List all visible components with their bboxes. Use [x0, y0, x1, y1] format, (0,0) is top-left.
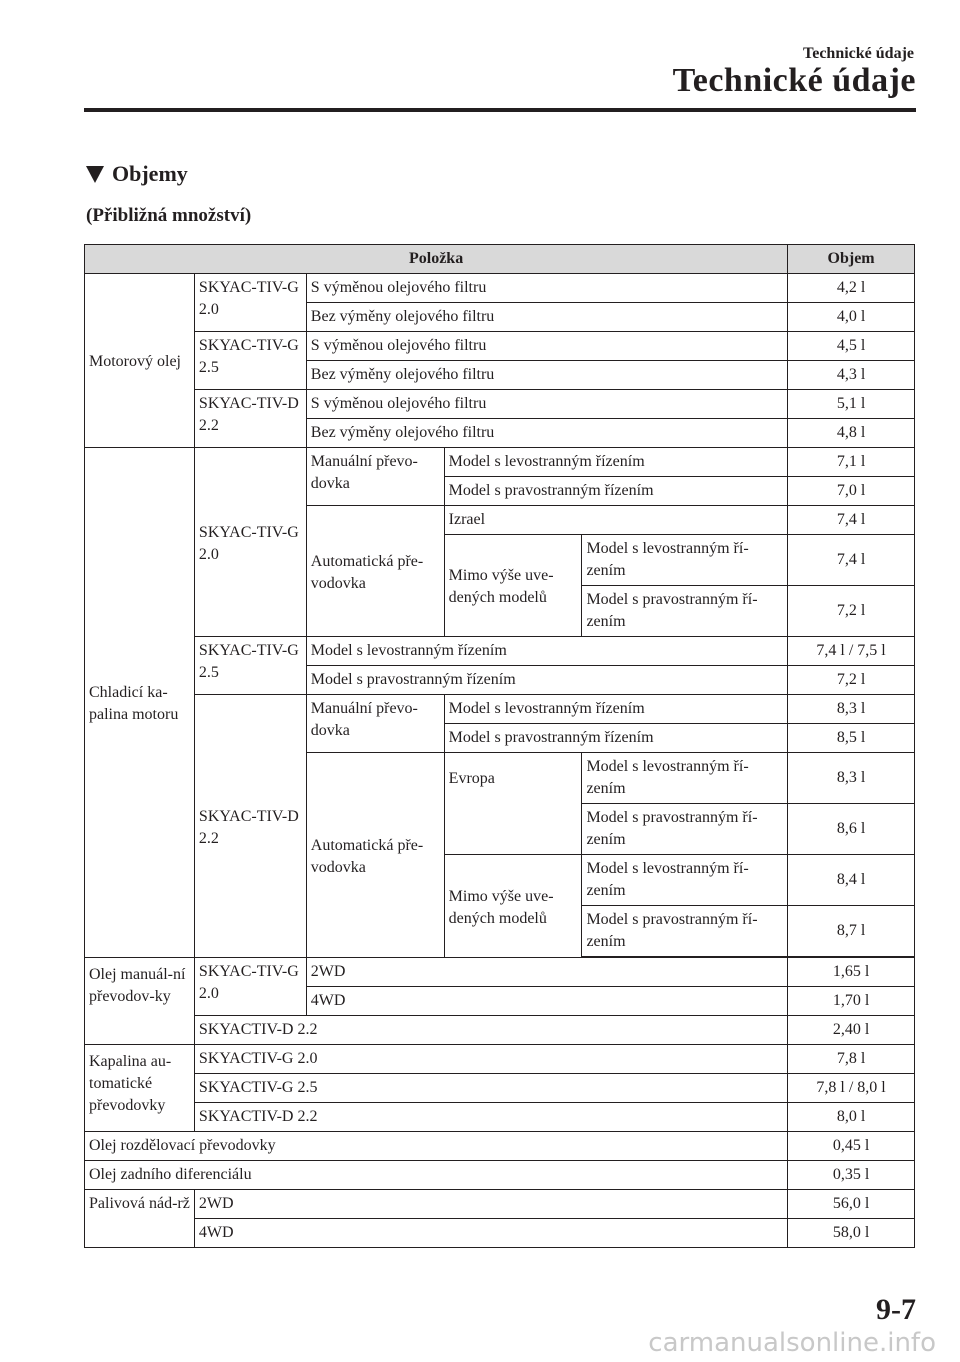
cell-engine: SKYACTIV-G 2.5 [194, 1074, 787, 1103]
manual-trans-oil-label: Olej manuál-ní převodov-ky [85, 958, 195, 1045]
cell-region: Evropa [444, 753, 582, 855]
table-row [85, 958, 915, 987]
cell-condition: 4WD [306, 987, 787, 1016]
cell-volume: 7,1 l [788, 448, 915, 477]
table-row [85, 390, 915, 419]
rear-diff-oil-label: Olej zadního diferenciálu [85, 1161, 788, 1190]
table-row [85, 1219, 915, 1248]
cell-engine: SKYACTIV-G 2.0 [194, 1045, 787, 1074]
cell-condition: S výměnou olejového filtru [306, 274, 787, 303]
table-header-row [85, 245, 915, 274]
cell-condition: Model s pravostranným řízením [306, 666, 787, 695]
cell-condition: S výměnou olejového filtru [306, 332, 787, 361]
cell-volume: 7,4 l [788, 535, 915, 586]
cell-condition: Bez výměny olejového filtru [306, 361, 787, 390]
table-row [85, 637, 915, 666]
cell-condition: Model s pravostranným ří-zením [582, 906, 788, 957]
cell-condition: Model s levostranným ří-zením [582, 855, 788, 906]
cell-volume: 7,0 l [788, 477, 915, 506]
engine-oil-label: Motorový olej [85, 274, 195, 448]
cell-condition: Model s levostranným ří-zením [582, 753, 788, 804]
cell-condition: Model s pravostranným ří-zením [582, 804, 788, 855]
table-row [85, 1103, 915, 1132]
cell-volume: 8,6 l [788, 804, 915, 855]
cell-condition: 2WD [306, 958, 787, 987]
cell-volume: 8,0 l [788, 1103, 915, 1132]
cell-transmission: Automatická pře-vodovka [306, 506, 444, 637]
table-row [85, 1074, 915, 1103]
cell-condition: 4WD [194, 1219, 787, 1248]
cell-region: Mimo výše uve-dených modelů [444, 535, 582, 637]
cell-volume: 58,0 l [788, 1219, 915, 1248]
table-row [85, 1016, 915, 1045]
cell-volume: 7,4 l / 7,5 l [788, 637, 915, 666]
header-section-small: Technické údaje [803, 45, 914, 62]
header-rule [84, 108, 916, 112]
cell-volume: 7,8 l [788, 1045, 915, 1074]
col-header-volume: Objem [788, 245, 915, 274]
cell-volume: 0,35 l [788, 1161, 915, 1190]
cell-volume: 56,0 l [788, 1190, 915, 1219]
cell-engine: SKYAC-TIV-G 2.0 [194, 274, 306, 332]
cell-volume: 8,7 l [788, 906, 915, 957]
cell-condition: Model s levostranným řízením [444, 695, 788, 724]
cell-engine: SKYAC-TIV-G 2.0 [194, 448, 306, 637]
section-subtitle: (Přibližná množství) [86, 205, 252, 226]
table-row [85, 1190, 915, 1219]
section-title [86, 161, 188, 187]
cell-engine: SKYAC-TIV-G 2.5 [194, 637, 306, 695]
coolant-label: Chladicí ka-palina motoru [85, 448, 195, 958]
cell-volume: 8,4 l [788, 855, 915, 906]
cell-condition: Model s levostranným řízením [444, 448, 788, 477]
cell-engine: SKYAC-TIV-G 2.0 [194, 958, 306, 1016]
cell-condition: Model s pravostranným řízením [444, 724, 788, 753]
cell-volume: 2,40 l [788, 1016, 915, 1045]
watermark: carmanualsonline.info [648, 1328, 936, 1358]
table-row [85, 448, 915, 477]
table-row [85, 332, 915, 361]
cell-volume: 0,45 l [788, 1132, 915, 1161]
cell-condition: Model s pravostranným ří-zením [582, 586, 788, 637]
cell-engine: SKYAC-TIV-D 2.2 [194, 695, 306, 958]
cell-condition: Bez výměny olejového filtru [306, 303, 787, 332]
cell-condition: S výměnou olejového filtru [306, 390, 787, 419]
cell-transmission: Manuální převo-dovka [306, 448, 444, 506]
page-number: 9-7 [876, 1293, 916, 1326]
cell-volume: 5,1 l [788, 390, 915, 419]
cell-condition: 2WD [194, 1190, 787, 1219]
transfer-oil-label: Olej rozdělovací převodovky [85, 1132, 788, 1161]
cell-volume: 1,70 l [788, 987, 915, 1016]
cell-volume: 7,4 l [788, 506, 915, 535]
cell-engine: SKYACTIV-D 2.2 [194, 1016, 787, 1045]
cell-transmission: Manuální převo-dovka [306, 695, 444, 753]
cell-volume: 4,5 l [788, 332, 915, 361]
cell-condition: Model s pravostranným řízením [444, 477, 788, 506]
cell-condition: Bez výměny olejového filtru [306, 419, 787, 448]
col-header-item: Položka [85, 245, 788, 274]
cell-volume: 4,3 l [788, 361, 915, 390]
cell-engine: SKYAC-TIV-G 2.5 [194, 332, 306, 390]
section-title-text: Objemy [112, 161, 188, 186]
table-row [85, 274, 915, 303]
cell-region: Mimo výše uve-dených modelů [444, 855, 582, 958]
table-row [85, 695, 915, 724]
table-row [85, 1161, 915, 1190]
cell-volume: 7,2 l [788, 586, 915, 637]
cell-volume: 4,2 l [788, 274, 915, 303]
cell-volume: 8,5 l [788, 724, 915, 753]
cell-volume: 4,0 l [788, 303, 915, 332]
table-row [85, 1132, 915, 1161]
atf-label: Kapalina au-tomatické převodovky [85, 1045, 195, 1132]
cell-volume: 7,8 l / 8,0 l [788, 1074, 915, 1103]
cell-volume: 4,8 l [788, 419, 915, 448]
header-section-title: Technické údaje [672, 62, 916, 99]
cell-volume: 1,65 l [788, 958, 915, 987]
cell-condition: Izrael [444, 506, 788, 535]
cell-volume: 7,2 l [788, 666, 915, 695]
cell-volume: 8,3 l [788, 695, 915, 724]
fuel-tank-label: Palivová nád-rž [85, 1190, 195, 1248]
cell-engine: SKYACTIV-D 2.2 [194, 1103, 787, 1132]
capacities-table [84, 244, 915, 1248]
table-row [85, 1045, 915, 1074]
cell-engine: SKYAC-TIV-D 2.2 [194, 390, 306, 448]
cell-condition: Model s levostranným ří-zením [582, 535, 788, 586]
cell-transmission: Automatická pře-vodovka [306, 753, 444, 958]
cell-volume: 8,3 l [788, 753, 915, 804]
cell-condition: Model s levostranným řízením [306, 637, 787, 666]
triangle-bullet-icon [86, 166, 104, 183]
